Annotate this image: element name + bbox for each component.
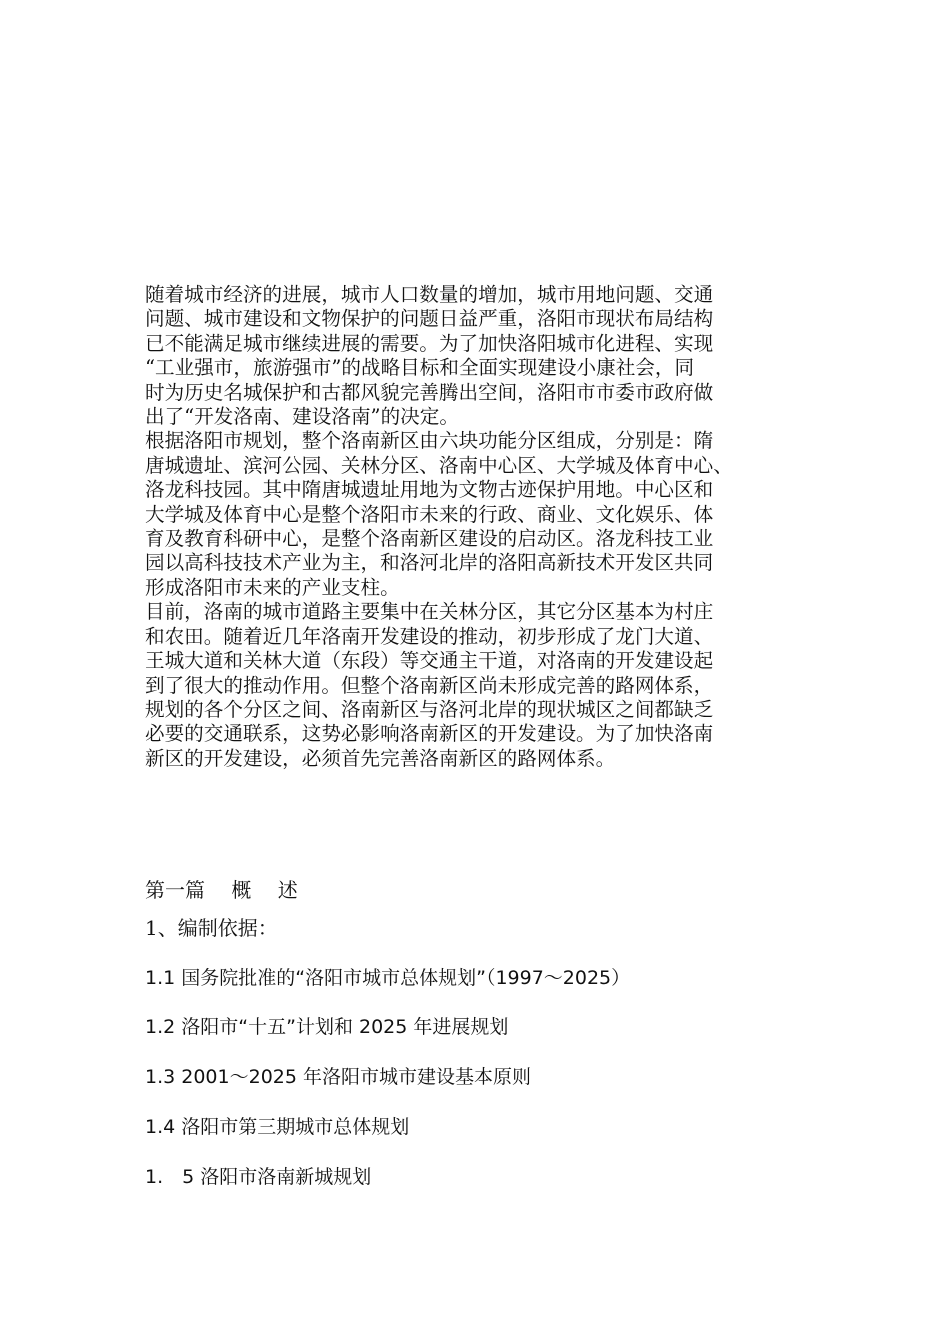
text-line: 和农田。随着近几年洛南开发建设的推动，初步形成了龙门大道、 <box>145 624 714 648</box>
text-line: 洛龙科技园。其中隋唐城遗址用地为文物古迹保护用地。中心区和 <box>145 478 714 502</box>
basis-item-1: 1.1 国务院批准的“洛阳市城市总体规划”（1997～2025） <box>145 967 631 989</box>
intro-paragraph-3 <box>145 600 813 771</box>
text-line: 必要的交通联系，这势必影响洛南新区的开发建设。为了加快洛南 <box>145 722 714 746</box>
text-line: 王城大道和关林大道（东段）等交通主干道，对洛南的开发建设起 <box>145 649 714 673</box>
text-line: 到了很大的推动作用。但整个洛南新区尚未形成完善的路网体系， <box>145 673 714 697</box>
text-line: 新区的开发建设，必须首先完善洛南新区的路网体系。 <box>145 746 616 770</box>
text-line: 形成洛阳市未来的产业支柱。 <box>145 575 400 599</box>
text-line: 问题、城市建设和文物保护的问题日益严重，洛阳市现状布局结构 <box>145 307 714 331</box>
text-line: 出了“开发洛南、建设洛南”的决定。 <box>145 405 459 429</box>
text-line: 园以高科技技术产业为主，和洛河北岸的洛阳高新技术开发区共同 <box>145 551 714 575</box>
text-line: 目前，洛南的城市道路主要集中在关林分区，其它分区基本为村庄 <box>145 600 714 624</box>
basis-item-4: 1.4 洛阳市第三期城市总体规划 <box>145 1116 410 1138</box>
intro-paragraph-1 <box>145 283 813 429</box>
text-line: 育及教育科研中心，是整个洛南新区建设的启动区。洛龙科技工业 <box>145 527 714 551</box>
intro-section <box>145 283 813 771</box>
text-line: “工业强市，旅游强市”的战略目标和全面实现建设小康社会，同 <box>145 356 695 380</box>
basis-item-5: 1. 5 洛阳市洛南新城规划 <box>145 1166 372 1188</box>
chapter-title: 第一篇 概 述 <box>145 878 298 902</box>
text-line: 规划的各个分区之间、洛南新区与洛河北岸的现状城区之间都缺乏 <box>145 697 714 721</box>
text-line: 根据洛阳市规划，整个洛南新区由六块功能分区组成，分别是：隋 <box>145 429 714 453</box>
text-line: 随着城市经济的进展，城市人口数量的增加，城市用地问题、交通 <box>145 283 714 306</box>
intro-paragraph-2 <box>145 429 813 600</box>
text-line: 唐城遗址、滨河公园、关林分区、洛南中心区、大学城及体育中心、 <box>145 453 733 477</box>
text-line: 已不能满足城市继续进展的需要。为了加快洛阳城市化进程、实现 <box>145 331 714 355</box>
text-line: 大学城及体育中心是整个洛阳市未来的行政、商业、文化娱乐、体 <box>145 502 714 526</box>
basis-item-3: 1.3 2001～2025 年洛阳市城市建设基本原则 <box>145 1066 532 1088</box>
basis-item-2: 1.2 洛阳市“十五”计划和 2025 年进展规划 <box>145 1016 509 1038</box>
text-line: 时为历史名城保护和古都风貌完善腾出空间，洛阳市市委市政府做 <box>145 380 714 404</box>
basis-heading: 1、编制依据： <box>145 916 278 940</box>
